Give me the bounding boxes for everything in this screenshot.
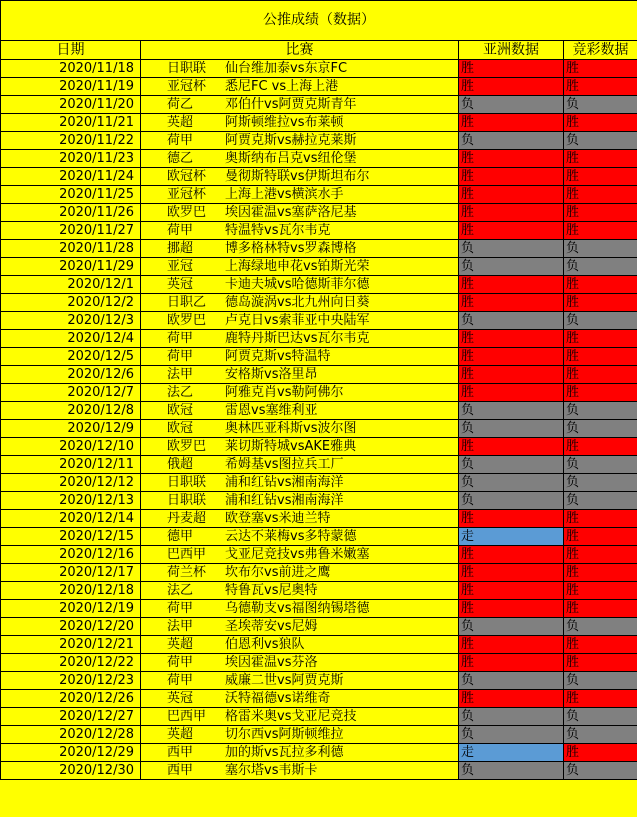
cell-date: 2020/12/3 [1,312,141,330]
cell-match [141,366,459,384]
league-name: 亚冠杯 [167,187,207,202]
match-name: 阿贾克斯vs赫拉克莱斯 [225,133,357,148]
match-name: 阿斯顿维拉vs布莱顿 [225,115,344,130]
league-name: 日职联 [167,493,207,508]
table-row [1,222,637,240]
league-name: 荷甲 [167,223,194,238]
cell-asia-result: 负 [459,708,564,726]
cell-match [141,222,459,240]
cell-match [141,258,459,276]
league-name: 亚冠杯 [167,79,207,94]
league-name: 法乙 [167,583,194,598]
table-row [1,762,637,780]
cell-match [141,348,459,366]
match-name: 格雷米奥vs戈亚尼竞技 [225,709,357,724]
league-name: 巴西甲 [167,547,207,562]
cell-jingcai-result: 胜 [564,564,637,582]
cell-jingcai-result: 负 [564,96,637,114]
cell-date: 2020/12/23 [1,672,141,690]
league-name: 巴西甲 [167,709,207,724]
cell-date: 2020/11/29 [1,258,141,276]
match-name: 埃因霍温vs芬洛 [225,655,318,670]
table-row [1,240,637,258]
league-name: 西甲 [167,745,194,760]
match-name: 威廉二世vs阿贾克斯 [225,673,344,688]
match-name: 切尔西vs阿斯顿维拉 [225,727,344,742]
league-name: 英超 [167,115,194,130]
cell-asia-result: 胜 [459,600,564,618]
cell-jingcai-result: 负 [564,456,637,474]
cell-date: 2020/12/19 [1,600,141,618]
cell-jingcai-result: 胜 [564,186,637,204]
match-name: 鹿特丹斯巴达vs瓦尔韦克 [225,331,370,346]
league-name: 亚冠 [167,259,194,274]
cell-asia-result: 胜 [459,564,564,582]
match-name: 德岛漩涡vs北九州向日葵 [225,295,370,310]
cell-match [141,564,459,582]
cell-date: 2020/11/22 [1,132,141,150]
cell-date: 2020/12/9 [1,420,141,438]
cell-asia-result: 负 [459,474,564,492]
league-name: 日职联 [167,61,207,76]
match-name: 乌德勒支vs福图纳锡塔德 [225,601,370,616]
cell-date: 2020/11/23 [1,150,141,168]
cell-match [141,240,459,258]
league-name: 西甲 [167,763,194,778]
cell-asia-result: 胜 [459,438,564,456]
match-name: 邓伯什vs阿贾克斯青年 [225,97,357,112]
cell-asia-result: 胜 [459,204,564,222]
cell-match [141,618,459,636]
cell-match [141,528,459,546]
cell-asia-result: 胜 [459,654,564,672]
cell-jingcai-result: 负 [564,312,637,330]
table-row [1,510,637,528]
cell-date: 2020/12/4 [1,330,141,348]
cell-match [141,114,459,132]
title-row [1,1,637,41]
table-row [1,420,637,438]
league-name: 俄超 [167,457,194,472]
cell-jingcai-result: 负 [564,420,637,438]
cell-match [141,438,459,456]
cell-jingcai-result: 负 [564,474,637,492]
league-name: 荷甲 [167,655,194,670]
cell-jingcai-result: 胜 [564,150,637,168]
cell-asia-result: 胜 [459,114,564,132]
league-name: 荷兰杯 [167,565,207,580]
match-name: 欧登塞vs米迪兰特 [225,511,331,526]
cell-match [141,600,459,618]
cell-jingcai-result: 胜 [564,204,637,222]
cell-date: 2020/11/28 [1,240,141,258]
cell-date: 2020/12/17 [1,564,141,582]
match-name: 安格斯vs洛里昂 [225,367,318,382]
header-match: 比赛 [141,41,459,60]
cell-asia-result: 胜 [459,366,564,384]
cell-jingcai-result: 负 [564,618,637,636]
table-row [1,348,637,366]
cell-date: 2020/12/7 [1,384,141,402]
cell-asia-result: 负 [459,240,564,258]
cell-date: 2020/12/2 [1,294,141,312]
cell-asia-result: 胜 [459,222,564,240]
cell-match [141,60,459,78]
cell-match [141,294,459,312]
cell-jingcai-result: 胜 [564,114,637,132]
cell-date: 2020/12/1 [1,276,141,294]
cell-match [141,492,459,510]
cell-jingcai-result: 胜 [564,744,637,762]
match-name: 加的斯vs瓦拉多利德 [225,745,344,760]
cell-date: 2020/12/18 [1,582,141,600]
league-name: 欧冠 [167,403,194,418]
cell-asia-result: 负 [459,672,564,690]
cell-asia-result: 胜 [459,60,564,78]
cell-jingcai-result: 负 [564,402,637,420]
match-name: 上海绿地申花vs铂斯光荣 [225,259,370,274]
cell-date: 2020/12/27 [1,708,141,726]
cell-asia-result: 走 [459,744,564,762]
cell-asia-result: 负 [459,726,564,744]
cell-jingcai-result: 负 [564,726,637,744]
match-name: 博多格林特vs罗森博格 [225,241,357,256]
cell-date: 2020/12/16 [1,546,141,564]
cell-jingcai-result: 负 [564,240,637,258]
cell-asia-result: 负 [459,762,564,780]
league-name: 英冠 [167,691,194,706]
cell-date: 2020/11/26 [1,204,141,222]
match-name: 浦和红钻vs湘南海洋 [225,493,344,508]
cell-jingcai-result: 胜 [564,222,637,240]
league-name: 德甲 [167,529,194,544]
league-name: 日职乙 [167,295,207,310]
cell-asia-result: 负 [459,492,564,510]
table-row [1,618,637,636]
cell-date: 2020/12/11 [1,456,141,474]
header-date: 日期 [1,41,141,60]
table-row [1,726,637,744]
match-name: 上海上港vs横滨水手 [225,187,344,202]
cell-match [141,150,459,168]
league-name: 荷甲 [167,349,194,364]
cell-date: 2020/11/21 [1,114,141,132]
cell-date: 2020/12/15 [1,528,141,546]
cell-date: 2020/12/21 [1,636,141,654]
cell-match [141,654,459,672]
cell-match [141,168,459,186]
table-row [1,60,637,78]
cell-date: 2020/12/28 [1,726,141,744]
cell-jingcai-result: 胜 [564,60,637,78]
cell-date: 2020/11/18 [1,60,141,78]
cell-jingcai-result: 胜 [564,600,637,618]
cell-match [141,546,459,564]
cell-asia-result: 负 [459,420,564,438]
league-name: 欧冠杯 [167,169,207,184]
table-row [1,564,637,582]
cell-asia-result: 胜 [459,168,564,186]
cell-asia-result: 胜 [459,276,564,294]
league-name: 英超 [167,637,194,652]
match-name: 奥林匹亚科斯vs波尔图 [225,421,357,436]
match-name: 雷恩vs塞维利亚 [225,403,318,418]
match-name: 仙台维加泰vs东京FC [225,61,348,76]
cell-jingcai-result: 负 [564,762,637,780]
league-name: 日职联 [167,475,207,490]
table-row [1,132,637,150]
match-name: 戈亚尼竞技vs弗鲁米嫩塞 [225,547,370,562]
cell-date: 2020/12/20 [1,618,141,636]
league-name: 欧冠 [167,421,194,436]
cell-date: 2020/12/8 [1,402,141,420]
cell-asia-result: 胜 [459,510,564,528]
cell-date: 2020/11/24 [1,168,141,186]
league-name: 荷乙 [167,97,194,112]
cell-date: 2020/12/13 [1,492,141,510]
cell-match [141,96,459,114]
table-row [1,636,637,654]
cell-date: 2020/12/10 [1,438,141,456]
cell-asia-result: 胜 [459,78,564,96]
cell-asia-result: 胜 [459,636,564,654]
cell-asia-result: 胜 [459,546,564,564]
match-name: 云达不莱梅vs多特蒙德 [225,529,357,544]
cell-jingcai-result: 胜 [564,546,637,564]
cell-match [141,582,459,600]
cell-jingcai-result: 胜 [564,276,637,294]
table-row [1,600,637,618]
cell-jingcai-result: 负 [564,492,637,510]
cell-match [141,420,459,438]
table-row [1,402,637,420]
table-row [1,312,637,330]
match-name: 圣埃蒂安vs尼姆 [225,619,318,634]
cell-date: 2020/12/14 [1,510,141,528]
league-name: 欧罗巴 [167,313,207,328]
cell-asia-result: 胜 [459,186,564,204]
league-name: 荷甲 [167,331,194,346]
sheet-title: 公推成绩（数据） [1,1,637,41]
league-name: 欧罗巴 [167,439,207,454]
cell-match [141,690,459,708]
cell-date: 2020/12/6 [1,366,141,384]
table-row [1,366,637,384]
cell-jingcai-result: 胜 [564,330,637,348]
cell-date: 2020/12/22 [1,654,141,672]
table-row [1,114,637,132]
cell-date: 2020/11/20 [1,96,141,114]
table-row [1,168,637,186]
cell-jingcai-result: 胜 [564,384,637,402]
table-row [1,474,637,492]
cell-asia-result: 胜 [459,150,564,168]
match-name: 沃特福德vs诺维奇 [225,691,331,706]
match-name: 坎布尔vs前进之鹰 [225,565,331,580]
cell-asia-result: 胜 [459,330,564,348]
league-name: 荷甲 [167,673,194,688]
cell-jingcai-result: 负 [564,708,637,726]
cell-match [141,726,459,744]
match-name: 莱切斯特城vsAKE雅典 [225,439,357,454]
cell-asia-result: 胜 [459,348,564,366]
match-name: 特温特vs瓦尔韦克 [225,223,331,238]
table-row [1,330,637,348]
league-name: 英冠 [167,277,194,292]
match-name: 曼彻斯特联vs伊斯坦布尔 [225,169,370,184]
cell-date: 2020/12/12 [1,474,141,492]
cell-asia-result: 负 [459,312,564,330]
cell-match [141,186,459,204]
league-name: 法乙 [167,385,194,400]
table-row [1,204,637,222]
cell-jingcai-result: 胜 [564,582,637,600]
table-row [1,438,637,456]
cell-jingcai-result: 胜 [564,294,637,312]
cell-match [141,402,459,420]
match-name: 伯恩利vs狼队 [225,637,305,652]
league-name: 欧罗巴 [167,205,207,220]
cell-jingcai-result: 胜 [564,654,637,672]
cell-match [141,312,459,330]
cell-asia-result: 负 [459,132,564,150]
cell-date: 2020/11/25 [1,186,141,204]
league-name: 丹麦超 [167,511,207,526]
match-name: 特鲁瓦vs尼奥特 [225,583,318,598]
table-row [1,384,637,402]
cell-asia-result: 负 [459,618,564,636]
header-jingcai: 竞彩数据 [564,41,637,60]
cell-asia-result: 负 [459,96,564,114]
match-name: 埃因霍温vs塞萨洛尼基 [225,205,357,220]
cell-match [141,510,459,528]
table-row [1,744,637,762]
table-row [1,708,637,726]
league-name: 德乙 [167,151,194,166]
league-name: 法甲 [167,367,194,382]
match-name: 卢克日vs索菲亚中央陆军 [225,313,370,328]
table-row [1,276,637,294]
cell-jingcai-result: 胜 [564,168,637,186]
league-name: 法甲 [167,619,194,634]
cell-asia-result: 负 [459,456,564,474]
cell-asia-result: 负 [459,402,564,420]
league-name: 荷甲 [167,133,194,148]
table-row [1,528,637,546]
match-name: 阿雅克肖vs勒阿佛尔 [225,385,344,400]
cell-match [141,672,459,690]
cell-match [141,384,459,402]
cell-match [141,330,459,348]
league-name: 挪超 [167,241,194,256]
league-name: 荷甲 [167,601,194,616]
match-name: 希姆基vs图拉兵工厂 [225,457,344,472]
cell-match [141,636,459,654]
table-row [1,654,637,672]
cell-jingcai-result: 胜 [564,510,637,528]
table-row [1,582,637,600]
cell-jingcai-result: 负 [564,258,637,276]
match-name: 悉尼FC vs上海上港 [225,79,339,94]
cell-jingcai-result: 胜 [564,528,637,546]
cell-match [141,744,459,762]
cell-asia-result: 胜 [459,690,564,708]
table-row [1,150,637,168]
table-row [1,492,637,510]
cell-asia-result: 胜 [459,294,564,312]
cell-jingcai-result: 负 [564,672,637,690]
cell-match [141,456,459,474]
match-name: 奥斯纳布吕克vs纽伦堡 [225,151,357,166]
cell-asia-result: 胜 [459,384,564,402]
match-name: 塞尔塔vs韦斯卡 [225,763,318,778]
cell-jingcai-result: 胜 [564,636,637,654]
cell-match [141,474,459,492]
cell-match [141,708,459,726]
cell-date: 2020/12/29 [1,744,141,762]
cell-asia-result: 胜 [459,582,564,600]
table-row [1,546,637,564]
cell-jingcai-result: 负 [564,132,637,150]
header-row [1,41,637,60]
cell-asia-result: 走 [459,528,564,546]
table-row [1,186,637,204]
table-row [1,456,637,474]
table-row [1,294,637,312]
cell-date: 2020/12/5 [1,348,141,366]
cell-jingcai-result: 胜 [564,438,637,456]
cell-jingcai-result: 胜 [564,78,637,96]
cell-date: 2020/12/26 [1,690,141,708]
cell-date: 2020/11/19 [1,78,141,96]
cell-jingcai-result: 胜 [564,690,637,708]
cell-date: 2020/12/30 [1,762,141,780]
cell-match [141,276,459,294]
table-row [1,672,637,690]
table-row [1,258,637,276]
match-name: 浦和红钻vs湘南海洋 [225,475,344,490]
table-row [1,96,637,114]
cell-asia-result: 负 [459,258,564,276]
cell-match [141,762,459,780]
table-row [1,78,637,96]
table-row [1,690,637,708]
match-name: 卡迪夫城vs哈德斯菲尔德 [225,277,370,292]
cell-match [141,204,459,222]
match-name: 阿贾克斯vs特温特 [225,349,331,364]
cell-jingcai-result: 胜 [564,366,637,384]
cell-match [141,132,459,150]
header-asia: 亚洲数据 [459,41,564,60]
cell-date: 2020/11/27 [1,222,141,240]
cell-match [141,78,459,96]
cell-jingcai-result: 胜 [564,348,637,366]
league-name: 英超 [167,727,194,742]
